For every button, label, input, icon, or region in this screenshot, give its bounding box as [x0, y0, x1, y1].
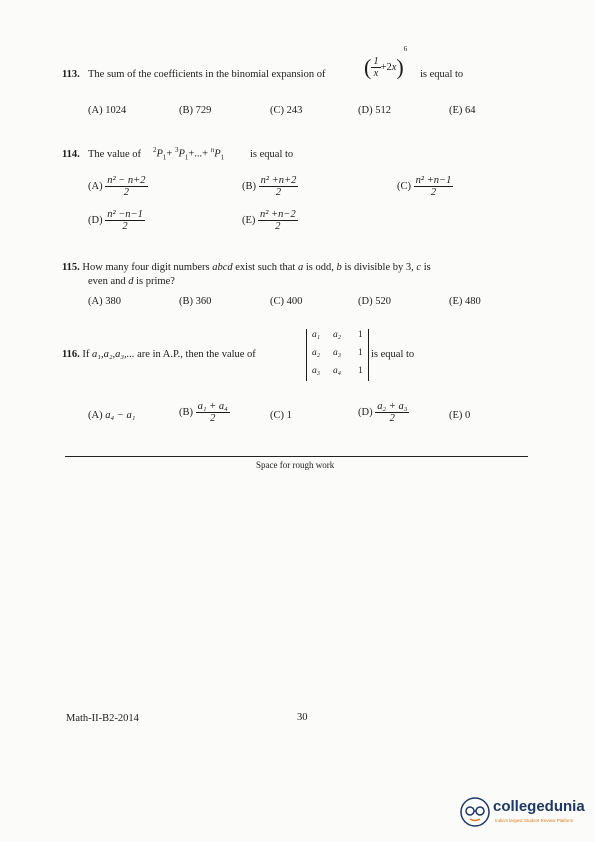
q113-frac-den: x	[373, 68, 379, 80]
q113-text: The sum of the coefficients in the binomial expansion of	[88, 69, 326, 80]
q116-option-e[interactable]	[449, 410, 470, 421]
q114-option-d[interactable]	[88, 209, 145, 232]
q113-frac-num: 1	[373, 56, 379, 67]
q116-determinant	[306, 329, 369, 381]
q116-option-c-label: (C)	[270, 410, 284, 421]
q115-line1	[62, 262, 431, 273]
q113-option-c[interactable]: (C) 243	[270, 105, 303, 116]
q116-option-d-den: 2	[389, 413, 395, 425]
q114-option-e-num: n² +n−2	[260, 209, 296, 220]
q115-var-c: c	[416, 262, 422, 273]
q116-option-a[interactable]	[88, 410, 135, 421]
q113-var: x	[391, 61, 397, 73]
q114-option-d-den: 2	[122, 221, 128, 233]
q113-expression: ( $\frac{1}{x}$ +2x)$^6$	[364, 45, 408, 80]
q116-option-e-expr: 0	[465, 410, 471, 421]
q115-text-c: is odd,	[305, 262, 334, 273]
q114-option-a-den: 2	[123, 187, 129, 199]
q116-option-d-label: (D)	[358, 407, 373, 419]
q114-option-a-num: n² − n+2	[107, 175, 146, 186]
q116-option-d[interactable]	[358, 401, 409, 424]
q116-number: 116.	[62, 349, 80, 360]
q115-text: How many four digit numbers	[82, 262, 210, 273]
q115-text-f: even and	[88, 276, 126, 287]
q115-option-a[interactable]: (A) 380	[88, 296, 121, 307]
q115-var-abcd: abcd	[212, 262, 233, 273]
det-cell: a₃	[333, 348, 342, 358]
q113-option-e[interactable]: (E) 64	[449, 105, 476, 116]
q113-power: 6	[403, 45, 408, 54]
logo-brand-text: collegedunia	[493, 798, 585, 815]
q114-option-c-den: 2	[430, 187, 437, 199]
q115-option-c[interactable]: (C) 400	[270, 296, 303, 307]
q115-line2	[88, 276, 175, 287]
det-cell: 1	[358, 348, 363, 358]
det-cell: a₂	[312, 348, 321, 358]
q114-option-c-label: (C)	[397, 181, 411, 193]
q116-text-after: is equal to	[371, 349, 415, 360]
q116-option-b[interactable]	[179, 401, 230, 424]
q114-option-b[interactable]	[242, 175, 298, 198]
q115-number: 115.	[62, 262, 80, 273]
q115-var-d: d	[128, 276, 134, 287]
q113-option-d[interactable]: (D) 512	[358, 105, 391, 116]
rough-work-label: Space for rough work	[256, 460, 335, 470]
q114-text-after: is equal to	[250, 149, 294, 160]
q115-text-g: is prime?	[136, 276, 175, 287]
q116-option-b-num: a₁ + a₄	[197, 401, 228, 412]
det-cell: a₄	[333, 366, 342, 376]
q114-option-b-label: (B)	[242, 181, 256, 193]
q114-option-a-label: (A)	[88, 181, 103, 193]
logo-tagline: India's largest Student Review Platform	[495, 818, 574, 823]
q113-number: 113.	[62, 69, 80, 80]
q114-option-b-den: 2	[275, 187, 282, 199]
q116-line	[62, 349, 256, 360]
q115-option-e[interactable]: (E) 480	[449, 296, 481, 307]
q113-plus: +2	[380, 61, 392, 73]
footer-code: Math-II-B2-2014	[66, 713, 139, 724]
q116-sequence: a₁,a₂,a₃,...	[92, 349, 135, 360]
q114-option-e-label: (E)	[242, 215, 256, 227]
det-cell: 1	[358, 330, 363, 340]
q114-option-d-num: n² −n−1	[107, 209, 143, 220]
q116-option-b-label: (B)	[179, 407, 193, 419]
q115-text-d: is divisible by 3,	[344, 262, 414, 273]
page-number: 30	[297, 712, 308, 723]
logo-mascot-icon	[460, 797, 490, 827]
q116-option-e-label: (E)	[449, 410, 463, 421]
q113-option-b[interactable]: (B) 729	[179, 105, 212, 116]
q114-option-c-num: n² +n−1	[415, 175, 452, 186]
q115-var-b: b	[336, 262, 342, 273]
q114-permutation-sum: $^2P_1+ ^3P_1+...+ ^nP_1$	[153, 146, 225, 162]
q114-option-e-den: 2	[275, 221, 281, 233]
q113-option-a[interactable]: (A) 1024	[88, 105, 127, 116]
q115-var-a: a	[297, 262, 304, 273]
q114-option-e[interactable]	[242, 209, 298, 232]
det-cell: 1	[358, 366, 363, 376]
det-cell: a₁	[312, 330, 321, 340]
q114-option-a[interactable]	[88, 175, 148, 198]
q116-option-c-expr: 1	[286, 410, 292, 421]
q114-option-b-num: n² +n+2	[260, 175, 297, 186]
q114-option-c[interactable]	[397, 175, 453, 198]
rough-work-divider	[65, 456, 528, 457]
q114-option-d-label: (D)	[88, 215, 103, 227]
q116-text: If	[82, 349, 90, 360]
q113-text-after: is equal to	[420, 69, 464, 80]
q116-option-d-num: a₂ + a₃	[377, 401, 408, 412]
q116-option-a-expr: a₄ − a₁	[105, 410, 136, 421]
q114-text: The value of	[88, 149, 142, 160]
det-cell: a₂	[333, 330, 342, 340]
collegedunia-logo	[458, 795, 588, 831]
q115-option-d[interactable]: (D) 520	[358, 296, 391, 307]
det-cell: a₃	[312, 366, 321, 376]
q116-text-mid: are in A.P., then the value of	[137, 349, 256, 360]
q114-number: 114.	[62, 149, 80, 160]
q115-text-e: is	[423, 262, 431, 273]
q116-option-a-label: (A)	[88, 410, 103, 421]
q115-option-b[interactable]: (B) 360	[179, 296, 212, 307]
q115-text-b: exist such that	[235, 262, 296, 273]
q116-option-c[interactable]	[270, 410, 292, 421]
q116-option-b-den: 2	[210, 413, 216, 425]
